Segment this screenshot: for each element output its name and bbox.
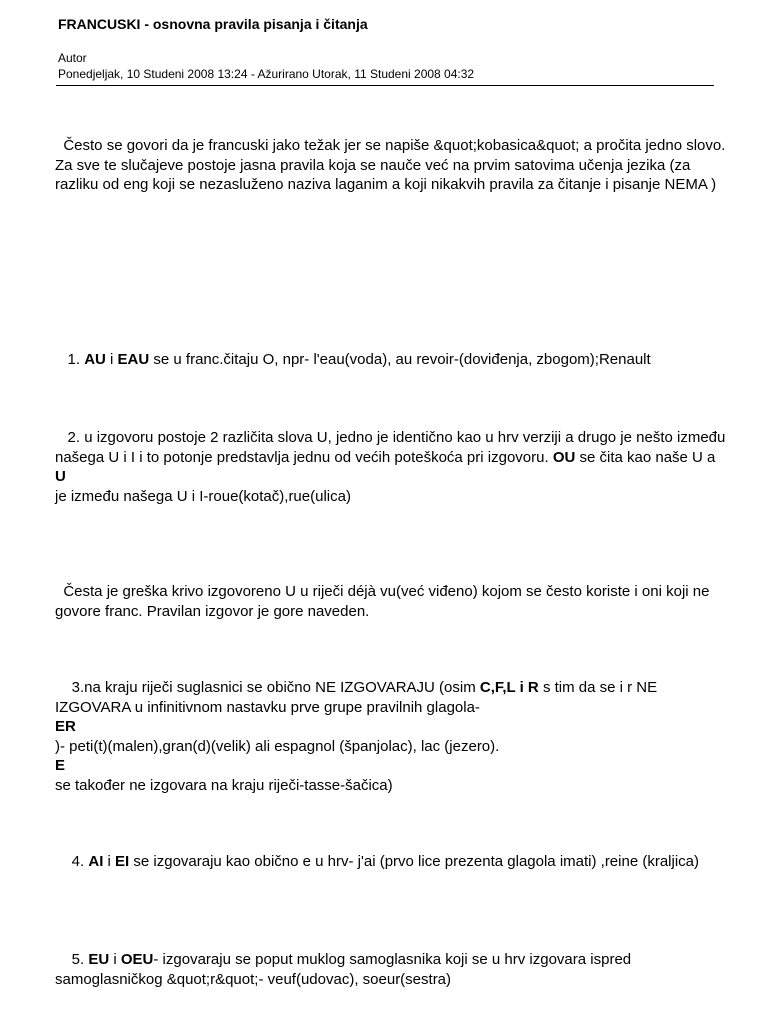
rule-5-bold-oeu: OEU [120, 951, 154, 968]
rule-1-bold-au: AU [84, 351, 106, 368]
rule-2 [55, 428, 727, 506]
rule-3-text-d: se također ne izgovara na kraju riječi-tasse-šačica) [55, 776, 393, 794]
rule-4-bold-ai: AI [88, 853, 104, 870]
intro-text: Često se govori da je francuski jako težak jer se napiše &quot;kobasica&quot; a pročita jedno slovo. Za sve te slučajeve postoje jasna pravila koja se nauče već na prvim satovima učenja jezika (za razliku od eng koji se nezasluženo naziva laganim a koji nikakvih pravila za čitanje i pisanje NEMA ) [55, 137, 726, 193]
header-divider [56, 85, 714, 86]
rule-4 [55, 852, 727, 872]
rule-1-text-b: se u franc.čitaju O, npr- l'eau(voda), au revoir-(doviđenja, zbogom);Renault [149, 351, 651, 368]
rule-4-number: 4. [71, 853, 85, 870]
rule-4-bold-ei: EI [115, 853, 130, 870]
rule-4-text-a: i [103, 853, 116, 870]
document-meta [58, 50, 474, 82]
rule-3-text-c: )- peti(t)(malen),gran(d)(velik) ali espagnol (španjolac), lac (jezero). [55, 737, 500, 755]
intro-paragraph [55, 136, 727, 195]
rule-3-bold-consonants: C,F,L i R [479, 679, 539, 696]
rule-1-text-a: i [105, 351, 118, 368]
rule-3 [55, 678, 727, 795]
rule-5-number: 5. [71, 951, 85, 968]
rule-2-text-c: je između našega U i I-roue(kotač),rue(ulica) [55, 487, 351, 505]
rule-3-bold-e: E [55, 757, 66, 774]
rule-1-bold-eau: EAU [117, 351, 150, 368]
rule-4-text-b: se izgovaraju kao obično e u hrv- j'ai (prvo lice prezenta glagola imati) ,reine (kraljica) [129, 853, 700, 870]
rule-5-text-b: - izgovaraju se poput muklog samoglasnika koji se u hrv izgovara ispred samoglasničkog &quot;r&quot;- veuf(udovac), soeur(sestra) [55, 951, 632, 988]
date-line: Ponedjeljak, 10 Studeni 2008 13:24 - Ažurirano Utorak, 11 Studeni 2008 04:32 [58, 67, 475, 81]
rule-2-text-b: se čita kao naše U a [575, 448, 716, 466]
rule-5-text-a: i [109, 951, 121, 968]
rule-5 [55, 950, 727, 989]
rule-2-text-a: 2. u izgovoru postoje 2 različita slova U, jedno je identično kao u hrv verziji a drugo je nešto između našega U i I i to potonje predstavlja jednu od većih poteškoća pri izgovoru. [55, 429, 726, 466]
rule-1 [55, 350, 727, 370]
note-paragraph [55, 582, 727, 621]
rule-2-bold-u: U [55, 468, 66, 485]
rule-3-text-b: s tim da se i r NE IZGOVARA u infinitivnom nastavku prve grupe pravilnih glagola- [55, 679, 658, 716]
rule-3-bold-er: ER [55, 718, 76, 735]
rule-3-text-a: 3.na kraju riječi suglasnici se obično NE IZGOVARAJU (osim [71, 679, 480, 696]
rule-5-bold-eu: EU [88, 951, 110, 968]
rule-2-bold-ou: OU [552, 448, 576, 466]
rule-1-number: 1. [67, 351, 81, 368]
author-label: Autor [58, 51, 87, 65]
document-title: FRANCUSKI - osnovna pravila pisanja i čitanja [58, 16, 368, 32]
note-text: Česta je greška krivo izgovoreno U u riječi déjà vu(već viđeno) kojom se često koriste i oni koji ne govore franc. Pravilan izgovor je gore naveden. [55, 583, 710, 620]
